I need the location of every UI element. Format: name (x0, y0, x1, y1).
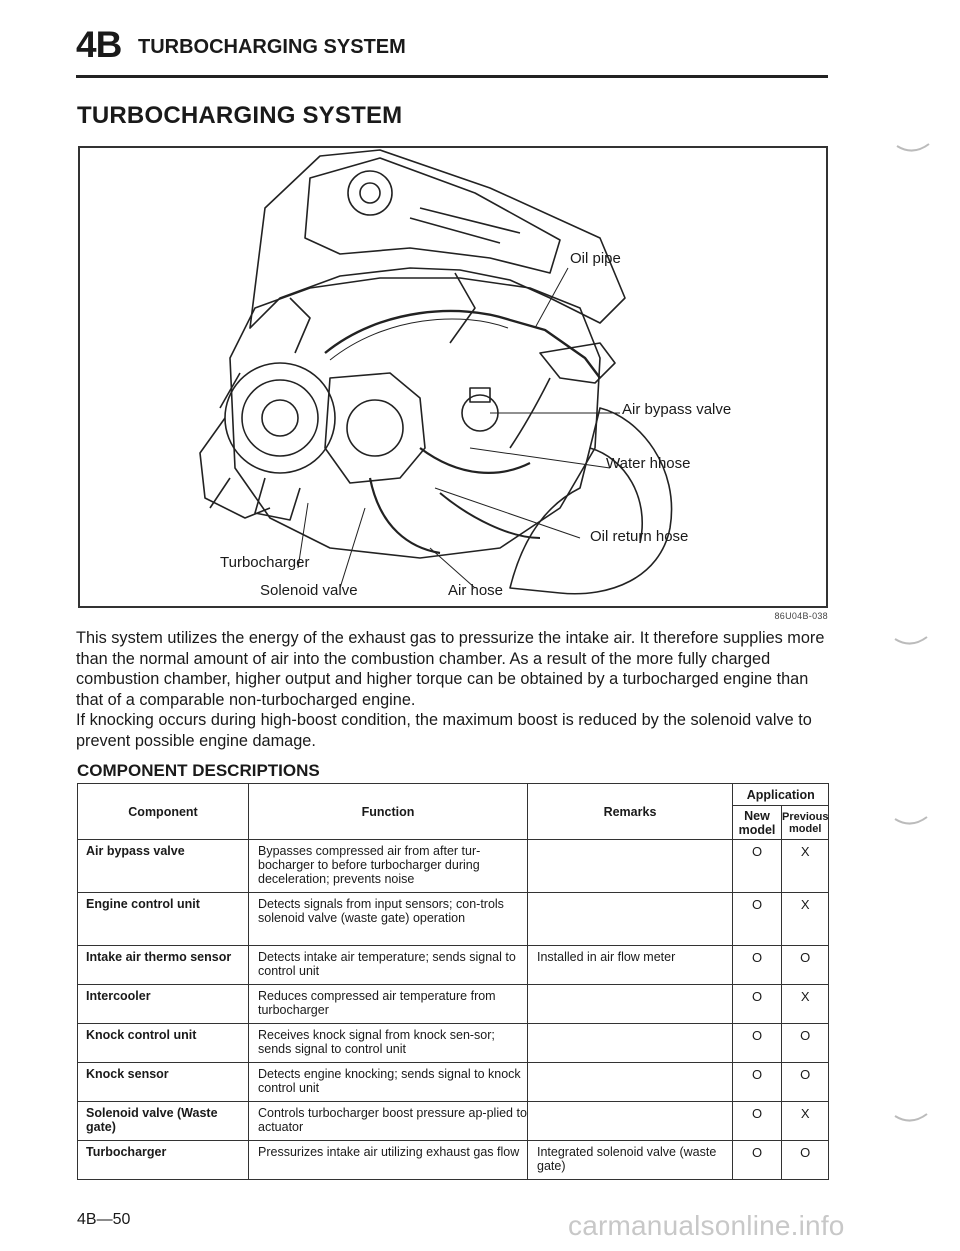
label-solenoid-valve: Solenoid valve (260, 582, 358, 599)
page-title: TURBOCHARGING SYSTEM (77, 102, 403, 129)
remarks-cell (528, 1102, 733, 1141)
remarks-cell: Integrated solenoid valve (waste gate) (528, 1141, 733, 1180)
component-cell: Intercooler (78, 985, 249, 1024)
remarks-cell (528, 985, 733, 1024)
component-cell: Solenoid valve (Waste gate) (78, 1102, 249, 1141)
engine-drawing (80, 148, 826, 606)
remarks-cell (528, 1063, 733, 1102)
label-oil-return-hose: Oil return hose (590, 528, 689, 545)
component-cell: Knock control unit (78, 1024, 249, 1063)
previous-model-mark: X (782, 985, 829, 1024)
page-number: 4B—50 (77, 1211, 131, 1228)
table-row (78, 946, 829, 985)
function-cell: Detects intake air temperature; sends signal to control unit (249, 946, 528, 985)
component-cell: Air bypass valve (78, 840, 249, 893)
table-row (78, 1024, 829, 1063)
header-application: Application (733, 784, 829, 806)
paragraph-2: If knocking occurs during high-boost condition, the maximum boost is reduced by the solenoid valve to prevent possible engine damage. (76, 711, 812, 750)
previous-model-mark: O (782, 1063, 829, 1102)
header-function: Function (249, 784, 528, 840)
new-model-mark: O (733, 1141, 782, 1180)
function-cell: Receives knock signal from knock sen-sor; sends signal to control unit (249, 1024, 528, 1063)
new-model-mark: O (733, 985, 782, 1024)
engine-illustration (78, 146, 828, 608)
function-cell: Detects engine knocking; sends signal to knock control unit (249, 1063, 528, 1102)
scan-mark (895, 140, 935, 160)
previous-model-mark: X (782, 1102, 829, 1141)
new-model-mark: O (733, 1063, 782, 1102)
label-turbocharger: Turbocharger (220, 554, 310, 571)
header-component: Component (78, 784, 249, 840)
section-title: TURBOCHARGING SYSTEM (138, 36, 406, 58)
table-row (78, 1063, 829, 1102)
header-rule (76, 75, 828, 78)
body-text (76, 628, 830, 751)
scan-mark (893, 813, 933, 833)
table-row (78, 1141, 829, 1180)
component-cell: Knock sensor (78, 1063, 249, 1102)
previous-model-mark: X (782, 893, 829, 946)
component-cell: Turbocharger (78, 1141, 249, 1180)
paragraph-1: This system utilizes the energy of the exhaust gas to pressurize the intake air. It therefore supplies more than the normal amount of air into the combustion chamber. As a result of the more fully charged combustion chamber, higher output and higher torque can be obtained by a turbocharged engine than that of a comparable non-turbocharged engine. (76, 629, 825, 709)
watermark: carmanualsonline.info (568, 1210, 845, 1241)
label-air-bypass-valve: Air bypass valve (622, 401, 732, 418)
previous-model-mark: O (782, 1024, 829, 1063)
label-oil-pipe: Oil pipe (570, 250, 621, 267)
component-cell: Engine control unit (78, 893, 249, 946)
remarks-cell: Installed in air flow meter (528, 946, 733, 985)
section-number: 4B (76, 24, 122, 65)
function-cell: Bypasses compressed air from after tur-bocharger to before turbocharger during deceleration; prevents noise (249, 840, 528, 893)
table-row (78, 1102, 829, 1141)
component-descriptions-heading: COMPONENT DESCRIPTIONS (77, 761, 320, 780)
remarks-cell (528, 893, 733, 946)
new-model-mark: O (733, 946, 782, 985)
new-model-mark: O (733, 840, 782, 893)
previous-model-mark: O (782, 946, 829, 985)
table-row (78, 840, 829, 893)
function-cell: Detects signals from input sensors; con-trols solenoid valve (waste gate) operation (249, 893, 528, 946)
function-cell: Controls turbocharger boost pressure ap-plied to actuator (249, 1102, 528, 1141)
component-cell: Intake air thermo sensor (78, 946, 249, 985)
header-new-model: New model (733, 806, 782, 840)
table-row (78, 985, 829, 1024)
table-row (78, 893, 829, 946)
label-water-hose: Water hhose (606, 455, 691, 472)
header-previous-model: Previous model (782, 806, 829, 840)
section-header (76, 24, 828, 70)
previous-model-mark: X (782, 840, 829, 893)
table-header-row (78, 784, 829, 806)
header-remarks: Remarks (528, 784, 733, 840)
new-model-mark: O (733, 1102, 782, 1141)
remarks-cell (528, 840, 733, 893)
new-model-mark: O (733, 1024, 782, 1063)
component-table (77, 783, 829, 1180)
figure-code: 86U04B-038 (774, 611, 828, 621)
function-cell: Pressurizes intake air utilizing exhaust gas flow (249, 1141, 528, 1180)
remarks-cell (528, 1024, 733, 1063)
new-model-mark: O (733, 893, 782, 946)
label-air-hose: Air hose (448, 582, 504, 599)
scan-mark (893, 633, 933, 653)
function-cell: Reduces compressed air temperature from turbocharger (249, 985, 528, 1024)
scan-mark (893, 1110, 933, 1130)
previous-model-mark: O (782, 1141, 829, 1180)
